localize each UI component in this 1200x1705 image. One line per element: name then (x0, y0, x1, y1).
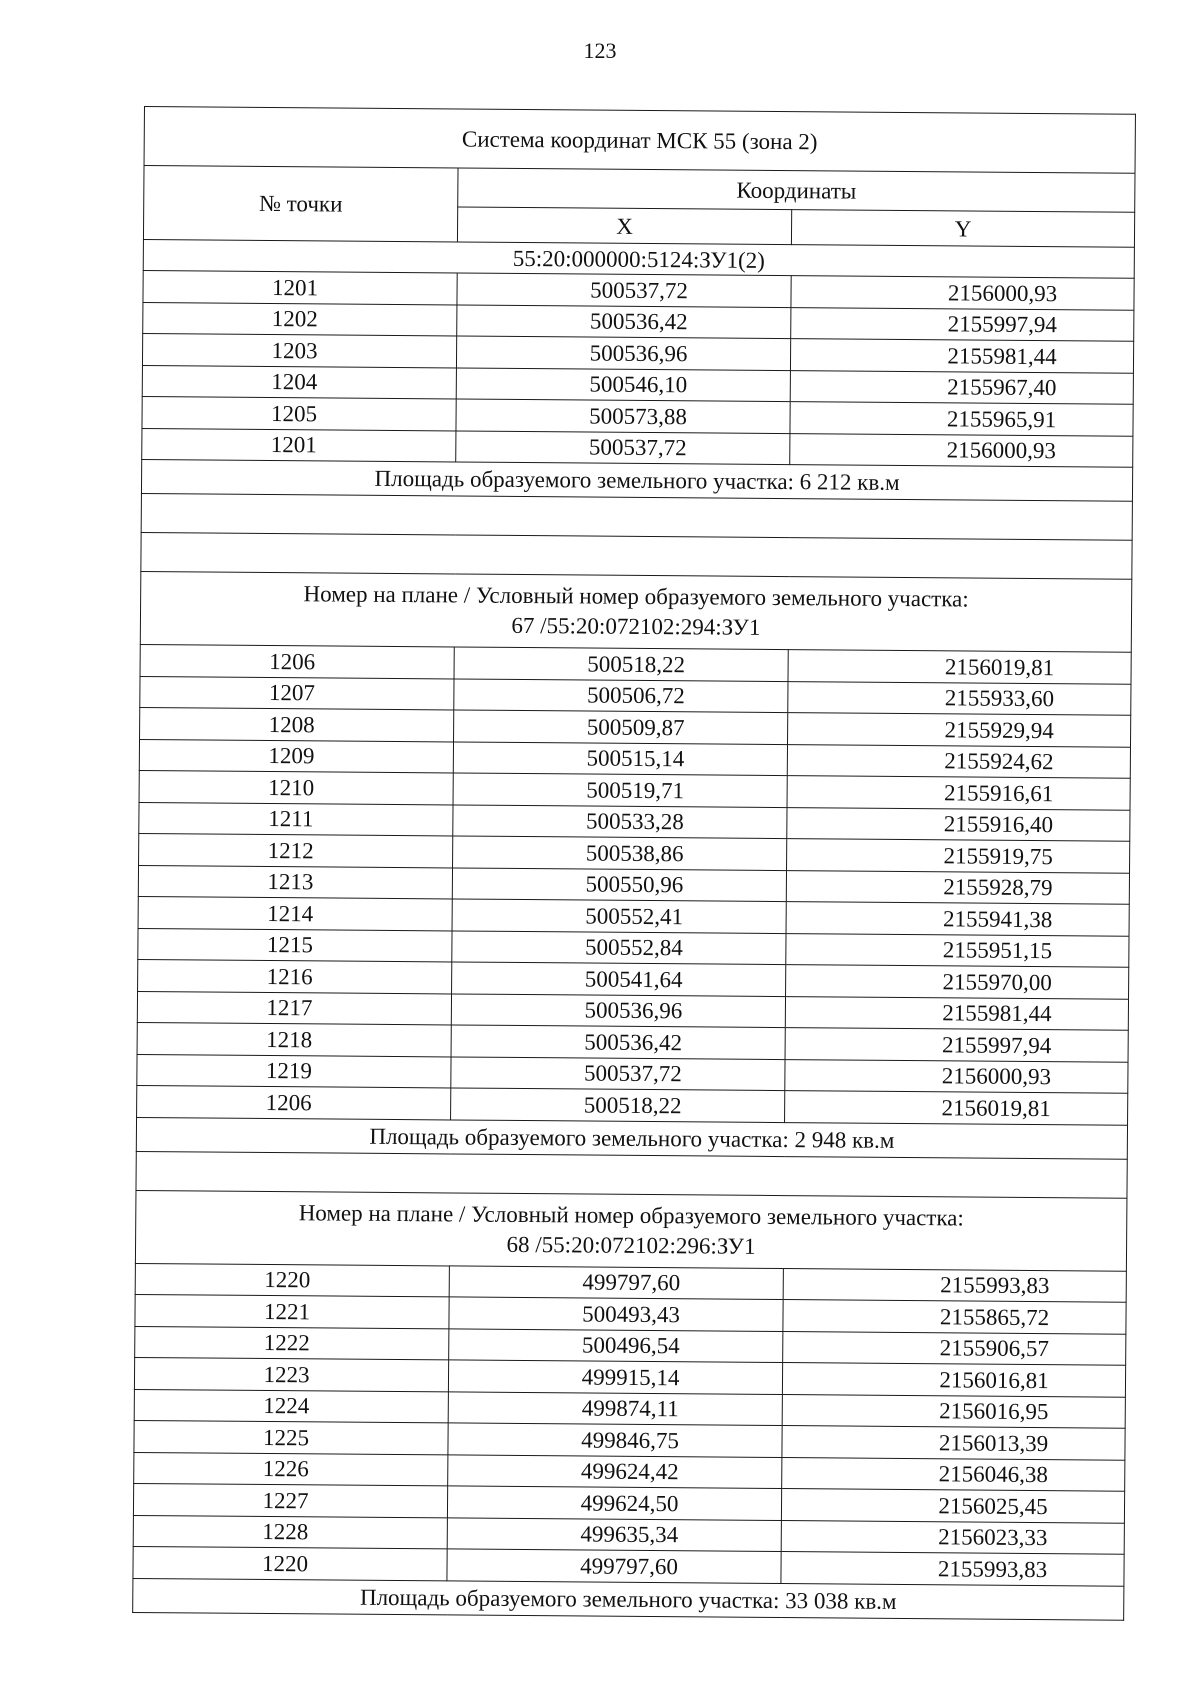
parcel-header (135, 1190, 1127, 1271)
x-coordinate: 500509,87 (454, 710, 788, 744)
y-coordinate: 2155981,44 (790, 339, 1133, 373)
coordinates-header: Координаты (458, 168, 1135, 212)
parcel-caption: Номер на плане / Условный номер образуемого земельного участка: (303, 581, 969, 612)
y-coordinate: 2156019,81 (785, 1091, 1128, 1125)
point-number: 1206 (140, 644, 454, 678)
x-coordinate: 500536,96 (451, 993, 785, 1027)
x-coordinate: 500552,84 (452, 930, 786, 964)
parcel-area: Площадь образуемого земельного участка: 6 212 кв.м (141, 459, 1132, 501)
y-coordinate: 2156016,81 (782, 1363, 1125, 1397)
x-coordinate: 500537,72 (456, 430, 790, 464)
point-number: 1226 (134, 1452, 448, 1486)
point-number: 1215 (138, 928, 452, 962)
x-coordinate: 500496,54 (449, 1328, 783, 1362)
point-number: 1210 (139, 770, 453, 804)
point-number: 1217 (137, 991, 451, 1025)
point-number: 1208 (140, 707, 454, 741)
x-header: X (457, 207, 791, 245)
coordinates-table-body (133, 107, 1136, 1620)
point-number: 1212 (139, 833, 453, 867)
x-coordinate: 499915,14 (448, 1360, 782, 1394)
y-coordinate: 2155965,91 (790, 402, 1133, 436)
point-number: 1223 (134, 1357, 448, 1391)
y-coordinate: 2155967,40 (790, 370, 1133, 404)
point-number: 1213 (138, 865, 452, 899)
x-coordinate: 500536,42 (451, 1025, 785, 1059)
y-coordinate: 2155997,94 (785, 1028, 1128, 1062)
x-coordinate: 500537,72 (451, 1056, 785, 1090)
x-coordinate: 500493,43 (449, 1297, 783, 1331)
y-coordinate: 2155928,79 (786, 870, 1129, 904)
y-coordinate: 2155981,44 (785, 996, 1128, 1030)
y-coordinate: 2156000,93 (785, 1059, 1128, 1093)
y-coordinate: 2155993,83 (781, 1552, 1124, 1586)
y-coordinate: 2155865,72 (783, 1300, 1126, 1334)
point-number: 1211 (139, 802, 453, 836)
y-coordinate: 2155916,61 (787, 776, 1130, 810)
x-coordinate: 500541,64 (452, 962, 786, 996)
y-coordinate: 2155916,40 (787, 807, 1130, 841)
coordinate-system-title: Система координат МСК 55 (зона 2) (144, 107, 1135, 174)
parcel-area: Площадь образуемого земельного участка: 2 948 кв.м (136, 1117, 1127, 1159)
y-coordinate: 2155919,75 (787, 839, 1130, 873)
y-coordinate: 2156025,45 (781, 1489, 1124, 1523)
point-number: 1216 (138, 959, 452, 993)
x-coordinate: 499797,60 (447, 1549, 781, 1583)
x-coordinate: 500518,22 (451, 1088, 785, 1122)
parcel-area: Площадь образуемого земельного участка: 33 038 кв.м (133, 1578, 1124, 1620)
page-number: 123 (583, 38, 617, 63)
y-coordinate: 2156013,39 (782, 1426, 1125, 1460)
point-number: 1221 (135, 1294, 449, 1328)
parcel-number: 67 /55:20:072102:294:ЗУ1 (511, 612, 761, 640)
x-coordinate: 500506,72 (454, 678, 788, 712)
parcel-header-row (135, 1190, 1127, 1271)
point-number: 1224 (134, 1389, 448, 1423)
point-number-header: № точки (143, 166, 458, 242)
point-number: 1220 (135, 1263, 449, 1297)
point-number: 1220 (133, 1546, 447, 1580)
x-coordinate: 500550,96 (452, 867, 786, 901)
x-coordinate: 500536,42 (457, 304, 791, 338)
y-coordinate: 2156016,95 (782, 1394, 1125, 1428)
point-number: 1225 (134, 1420, 448, 1454)
x-coordinate: 499624,50 (447, 1486, 781, 1520)
x-coordinate: 499846,75 (448, 1423, 782, 1457)
y-header: Y (791, 210, 1134, 248)
y-coordinate: 2155951,15 (786, 933, 1129, 967)
x-coordinate: 500515,14 (453, 741, 787, 775)
point-number: 1201 (143, 270, 457, 304)
point-number: 1203 (142, 333, 456, 367)
table-title-row (144, 107, 1135, 174)
point-number: 1222 (135, 1326, 449, 1360)
parcel-header-row (140, 571, 1132, 652)
x-coordinate: 500536,96 (456, 336, 790, 370)
x-coordinate: 500573,88 (456, 399, 790, 433)
parcel-header (140, 571, 1132, 652)
y-coordinate: 2155929,94 (788, 713, 1131, 747)
y-coordinate: 2155941,38 (786, 902, 1129, 936)
x-coordinate: 500538,86 (453, 836, 787, 870)
parcel-number: 55:20:000000:5124:ЗУ1(2) (512, 245, 765, 273)
y-coordinate: 2156019,81 (788, 650, 1131, 684)
y-coordinate: 2155993,83 (783, 1268, 1126, 1302)
point-number: 1219 (137, 1054, 451, 1088)
y-coordinate: 2155970,00 (786, 965, 1129, 999)
coordinates-table (132, 106, 1136, 1620)
x-coordinate: 500518,22 (454, 647, 788, 681)
x-coordinate: 500537,72 (457, 273, 791, 307)
point-number: 1205 (142, 396, 456, 430)
y-coordinate: 2156023,33 (781, 1520, 1124, 1554)
point-number: 1214 (138, 896, 452, 930)
coordinate-sheet (132, 106, 1135, 1620)
x-coordinate: 499635,34 (447, 1517, 781, 1551)
y-coordinate: 2155997,94 (791, 307, 1134, 341)
point-number: 1202 (143, 302, 457, 336)
x-coordinate: 500552,41 (452, 899, 786, 933)
x-coordinate: 500519,71 (453, 773, 787, 807)
point-number: 1209 (139, 739, 453, 773)
y-coordinate: 2156000,93 (791, 276, 1134, 310)
x-coordinate: 500533,28 (453, 804, 787, 838)
y-coordinate: 2156000,93 (790, 433, 1133, 467)
y-coordinate: 2155933,60 (788, 681, 1131, 715)
point-number: 1204 (142, 365, 456, 399)
point-number: 1227 (133, 1483, 447, 1517)
point-number: 1207 (140, 676, 454, 710)
parcel-caption: Номер на плане / Условный номер образуемого земельного участка: (298, 1199, 964, 1231)
point-number: 1218 (137, 1022, 451, 1056)
point-number: 1228 (133, 1515, 447, 1549)
x-coordinate: 499797,60 (449, 1265, 783, 1299)
area-row (133, 1578, 1124, 1620)
point-number: 1201 (142, 428, 456, 462)
x-coordinate: 499874,11 (448, 1391, 782, 1425)
parcel-number: 68 /55:20:072102:296:ЗУ1 (506, 1231, 756, 1259)
y-coordinate: 2156046,38 (782, 1457, 1125, 1491)
header-row (144, 166, 1135, 213)
point-number: 1206 (137, 1085, 451, 1119)
x-coordinate: 499624,42 (448, 1454, 782, 1488)
y-coordinate: 2155906,57 (783, 1331, 1126, 1365)
x-coordinate: 500546,10 (456, 367, 790, 401)
y-coordinate: 2155924,62 (787, 744, 1130, 778)
